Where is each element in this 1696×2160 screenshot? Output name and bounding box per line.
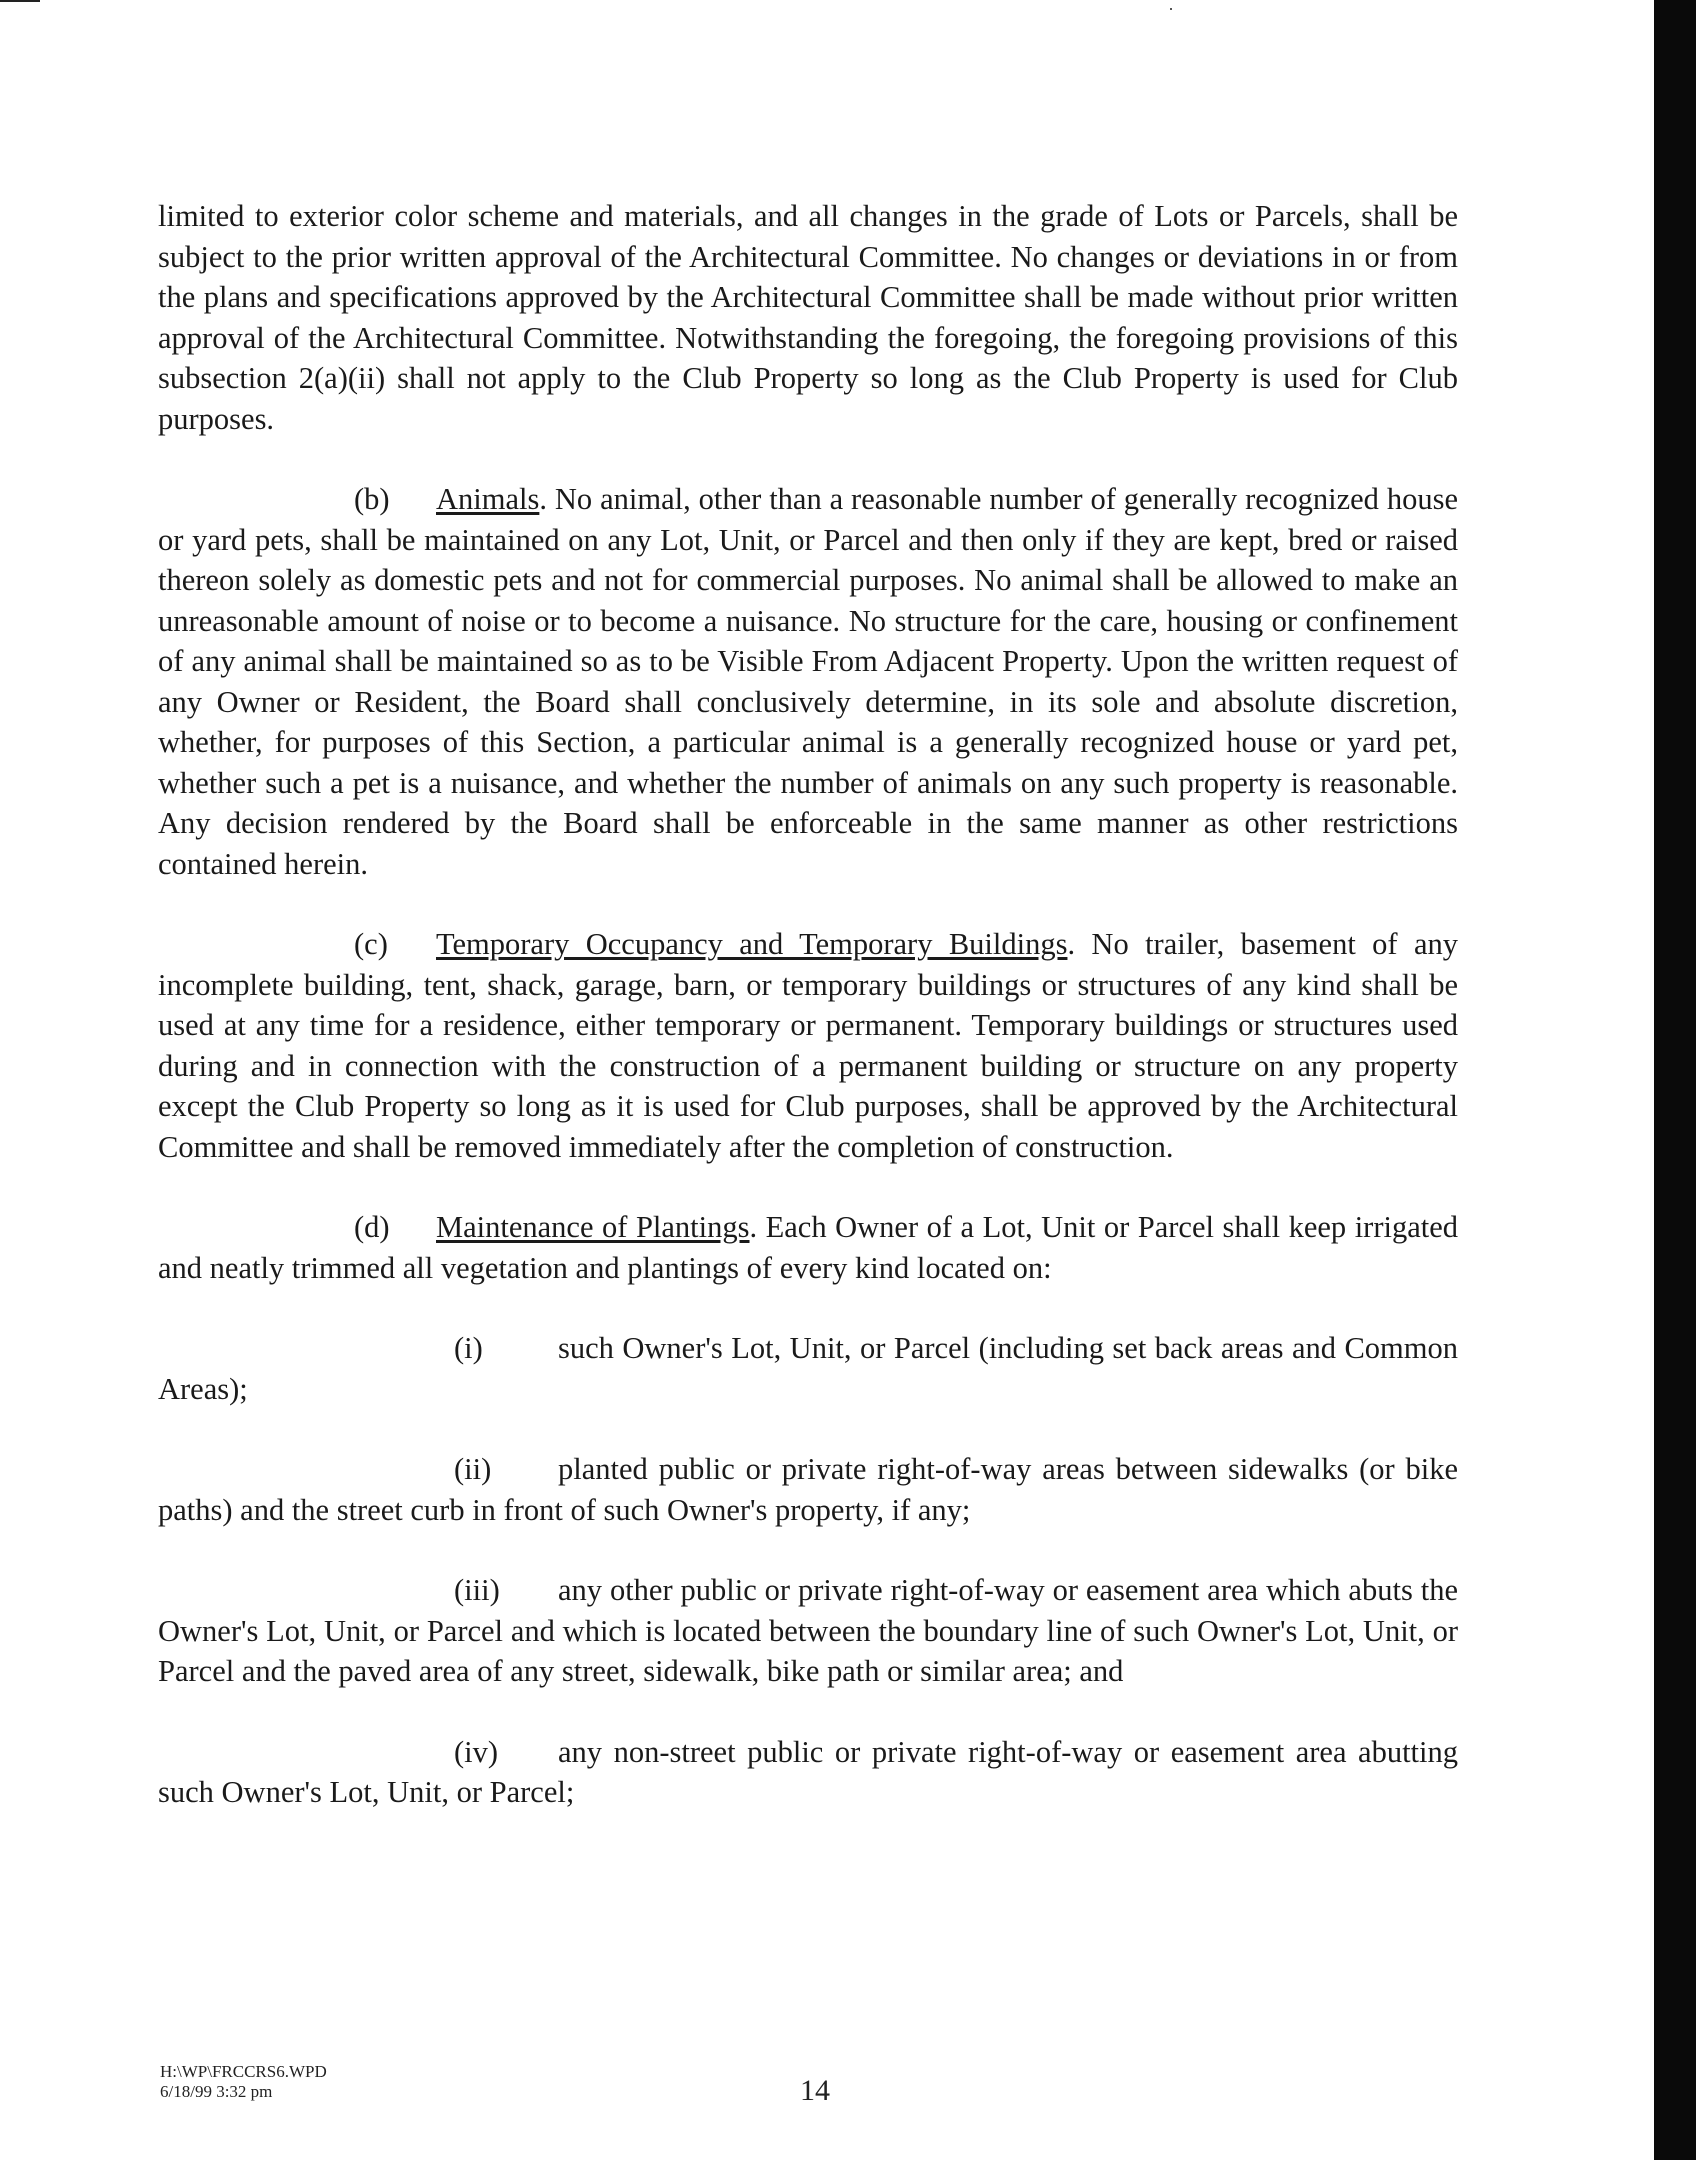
section-d-maintenance-of-plantings <box>158 1207 1458 1288</box>
list-item-ii <box>158 1449 1458 1530</box>
list-item-marker: (ii) <box>454 1452 492 1486</box>
paragraph-continuation <box>158 196 1458 439</box>
list-item-text: any other public or private right-of-way or easement area which abuts the Owner's Lot, Unit, or Parcel and which is located between the boundary line of such Owner's Lot, Unit, or Parcel and the paved area of any street, sidewalk, bike path or similar area; and <box>158 1573 1458 1688</box>
section-b-animals <box>158 479 1458 884</box>
list-item-text: any non-street public or private right-of-way or easement area abutting such Owner's Lot, Unit, or Parcel; <box>158 1734 1458 1809</box>
section-heading: Animals <box>436 482 540 516</box>
footer-file-path: H:\WP\FRCCRS6.WPD <box>160 2062 327 2081</box>
footer-file-info <box>160 2062 327 2102</box>
section-heading: Temporary Occupancy and Temporary Buildings <box>436 927 1068 961</box>
list-item-text: such Owner's Lot, Unit, or Parcel (including set back areas and Common Areas); <box>158 1331 1458 1406</box>
section-marker: (d) <box>354 1210 390 1244</box>
footer-date: 6/18/99 3:32 pm <box>160 2082 273 2101</box>
list-item-marker: (iii) <box>454 1573 500 1607</box>
section-c-temporary-occupancy <box>158 924 1458 1167</box>
paragraph-text: limited to exterior color scheme and materials, and all changes in the grade of Lots or Parcels, shall be subject to the prior written approval of the Architectural Committee. No changes or deviations in or from the plans and specifications approved by the Architectural Committee shall be made without prior written approval of the Architectural Committee. Notwithstanding the foregoing, the foregoing provisions of this subsection 2(a)(ii) shall not apply to the Club Property so long as the Club Property is used for Club purposes. <box>158 199 1458 436</box>
list-item-text: planted public or private right-of-way areas between sidewalks (or bike paths) and the street curb in front of such Owner's property, if any; <box>158 1452 1458 1527</box>
scan-speck <box>1170 8 1172 10</box>
document-page <box>158 196 1458 1813</box>
section-marker: (b) <box>354 482 390 516</box>
scan-mark <box>0 0 40 2</box>
page-number: 14 <box>800 2074 830 2107</box>
list-item-iii <box>158 1570 1458 1692</box>
list-item-i <box>158 1328 1458 1409</box>
list-item-iv <box>158 1732 1458 1813</box>
section-marker: (c) <box>354 927 388 961</box>
list-item-marker: (i) <box>454 1331 483 1365</box>
scan-edge <box>1654 0 1696 2160</box>
section-heading: Maintenance of Plantings <box>436 1210 750 1244</box>
section-text: . No trailer, basement of any incomplete building, tent, shack, garage, barn, or temporary buildings or structures of any kind shall be used at any time for a residence, either temporary or permanent. Temporary buildings or structures used during and in connection with the construction of a permanent building or structure on any property except the Club Property so long as it is used for Club purposes, shall be approved by the Architectural Committee and shall be removed immediately after the completion of construction. <box>158 927 1458 1164</box>
section-text: . No animal, other than a reasonable number of generally recognized house or yard pets, shall be maintained on any Lot, Unit, or Parcel and then only if they are kept, bred or raised thereon solely as domestic pets and not for commercial purposes. No animal shall be allowed to make an unreasonable amount of noise or to become a nuisance. No structure for the care, housing or confinement of any animal shall be maintained so as to be Visible From Adjacent Property. Upon the written request of any Owner or Resident, the Board shall conclusively determine, in its sole and absolute discretion, whether, for purposes of this Section, a particular animal is a generally recognized house or yard pet, whether such a pet is a nuisance, and whether the number of animals on any such property is reasonable. Any decision rendered by the Board shall be enforceable in the same manner as other restrictions contained herein. <box>158 482 1458 881</box>
section-text: . Each Owner of a Lot, Unit or Parcel shall keep irrigated and neatly trimmed all vegetation and plantings of every kind located on: <box>158 1210 1459 1285</box>
list-item-marker: (iv) <box>454 1734 499 1769</box>
